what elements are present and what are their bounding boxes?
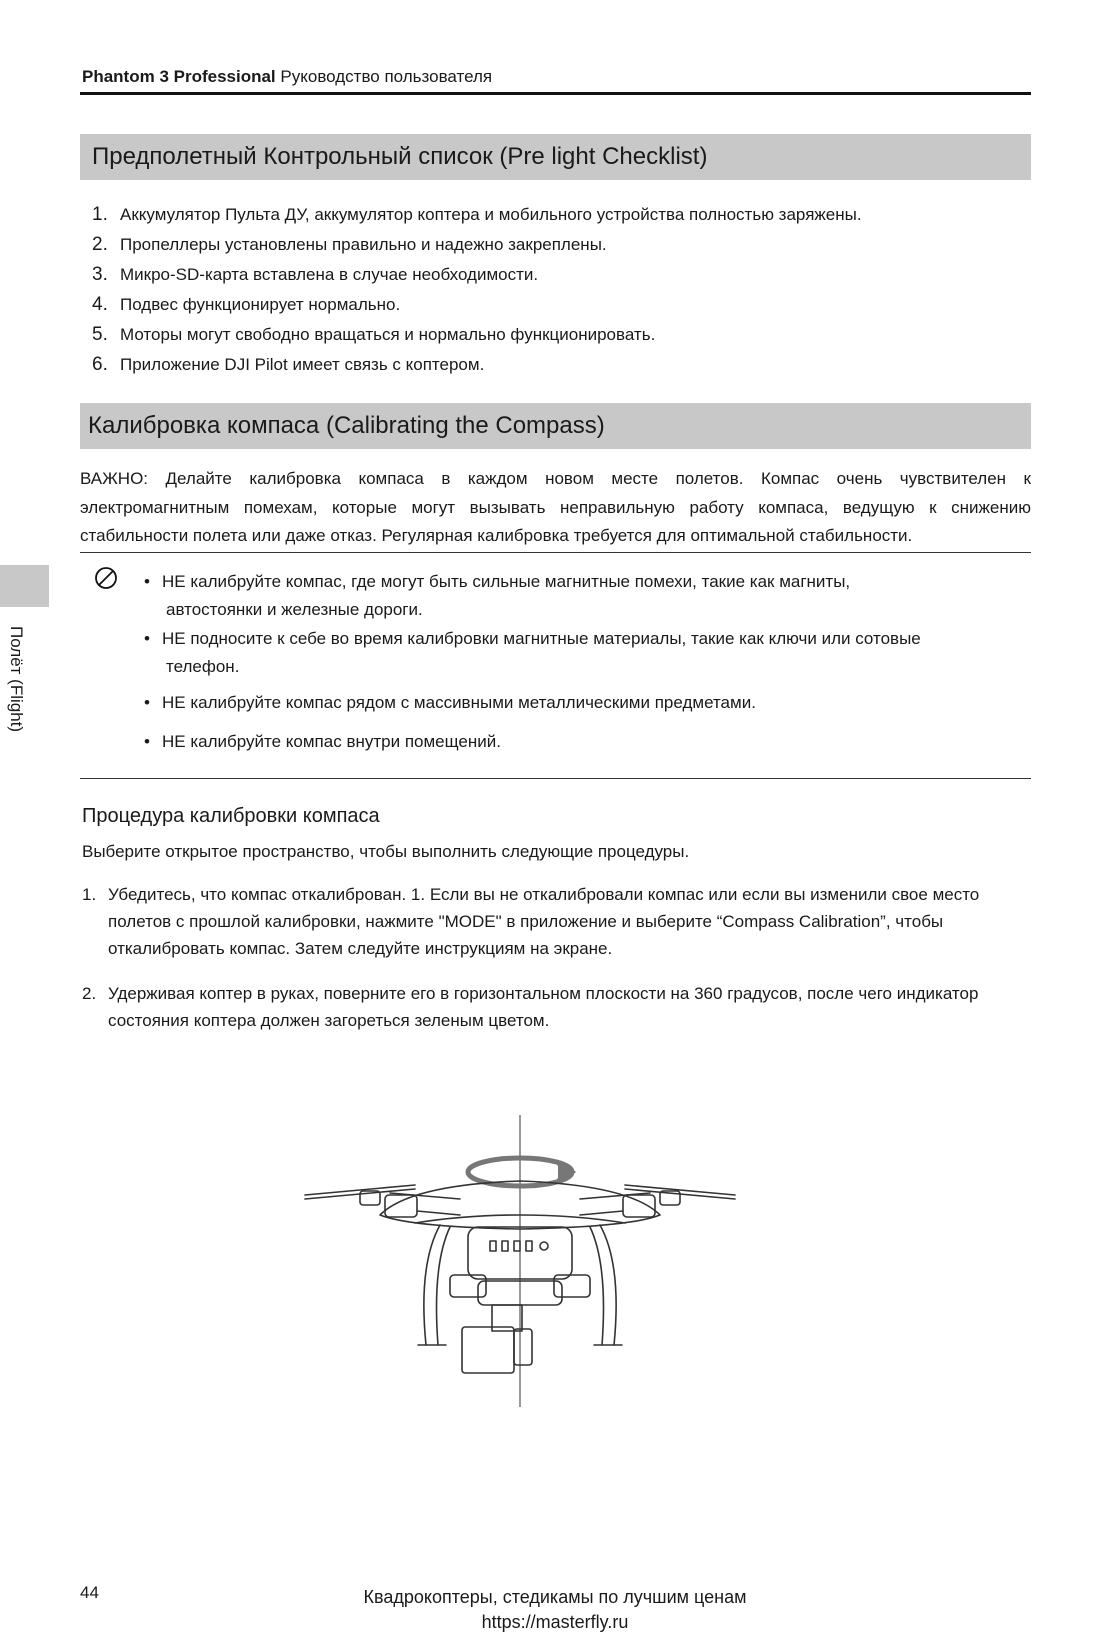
header-title bbox=[82, 67, 492, 87]
list-item-number: 4. bbox=[92, 294, 108, 315]
step-text: Удерживая коптер в руках, поверните его в горизонтальном плоскости на 360 градусов, после чего индикатор состояния коптера должен загореться зеленым цветом. bbox=[108, 984, 979, 1030]
procedure-step bbox=[82, 881, 1032, 962]
step-text: Убедитесь, что компас откалиброван. 1. Если вы не откалибровали компас или если вы изменили свое место полетов с прошлой калибровки, нажмите "MODE" в приложение и выберите “Compass Calibration”, чтобы откалибровать компас. Затем следуйте инструкциям на экране. bbox=[108, 885, 980, 958]
side-tab-marker bbox=[0, 565, 49, 607]
footer-text: Квадрокоптеры, стедикамы по лучшим ценам bbox=[363, 1587, 747, 1607]
bullet: • bbox=[144, 629, 150, 648]
header-rule bbox=[80, 92, 1031, 95]
section-title-compass: Калибровка компаса (Calibrating the Compass) bbox=[80, 403, 1031, 449]
warning-text-continued: автостоянки и железные дороги. bbox=[166, 600, 423, 619]
list-item bbox=[92, 350, 1012, 380]
list-item-number: 5. bbox=[92, 324, 108, 345]
bullet: • bbox=[144, 732, 150, 751]
bullet: • bbox=[144, 693, 150, 712]
list-item-text: Подвес функционирует нормально. bbox=[120, 295, 401, 314]
divider bbox=[80, 778, 1031, 779]
list-item-text: Микро-SD-карта вставлена в случае необходимости. bbox=[120, 265, 539, 284]
list-item-number: 6. bbox=[92, 354, 108, 375]
step-number: 1. bbox=[82, 885, 97, 904]
important-paragraph: ВАЖНО: Делайте калибровка компаса в каждом новом месте полетов. Компас очень чувствителен к электромагнитным помехам, которые могут вызывать неправильную работу компаса, ведущую к снижению стабильности полета или даже отказ. Регулярная калибровка требуется для оптимальной стабильности. bbox=[80, 469, 1031, 545]
list-item-text: Моторы могут свободно вращаться и нормально функционировать. bbox=[120, 325, 656, 344]
side-tab-label: Полёт (Flight) bbox=[7, 626, 26, 733]
page-number: 44 bbox=[80, 1583, 99, 1602]
list-item bbox=[92, 320, 1012, 350]
divider bbox=[80, 552, 1031, 553]
bullet: • bbox=[144, 572, 150, 591]
list-item-number: 1. bbox=[92, 204, 108, 225]
procedure-step bbox=[82, 980, 1032, 1034]
step-number: 2. bbox=[82, 984, 97, 1003]
warning-text-continued: телефон. bbox=[166, 657, 240, 676]
list-item bbox=[92, 200, 1012, 230]
warning-item bbox=[144, 728, 1024, 756]
header-brand: Phantom 3 Professional bbox=[82, 67, 276, 86]
footer-url: https://masterfly.ru bbox=[481, 1612, 629, 1632]
section-title-checklist: Предполетный Контрольный список (Pre light Checklist) bbox=[80, 134, 1031, 180]
warning-text: НЕ калибруйте компас внутри помещений. bbox=[162, 732, 501, 751]
procedure-intro: Выберите открытое пространство, чтобы выполнить следующие процедуры. bbox=[82, 842, 690, 861]
warning-item bbox=[144, 689, 1024, 717]
header-subtitle: Руководство пользователя bbox=[280, 67, 493, 86]
list-item-text: Пропеллеры установлены правильно и надежно закреплены. bbox=[120, 235, 607, 254]
warning-text: НЕ калибруйте компас, где могут быть сильные магнитные помехи, такие как магниты, bbox=[162, 572, 851, 591]
prohibit-icon bbox=[94, 566, 118, 590]
list-item-number: 2. bbox=[92, 234, 108, 255]
list-item bbox=[92, 290, 1012, 320]
procedure-title: Процедура калибровки компаса bbox=[82, 805, 380, 827]
list-item bbox=[92, 260, 1012, 290]
warning-item bbox=[144, 625, 1024, 681]
list-item-text: Приложение DJI Pilot имеет связь с коптером. bbox=[120, 355, 485, 374]
warning-item bbox=[144, 568, 1024, 624]
list-item-number: 3. bbox=[92, 264, 108, 285]
list-item-text: Аккумулятор Пульта ДУ, аккумулятор коптера и мобильного устройства полностью заряжены. bbox=[120, 205, 862, 224]
list-item bbox=[92, 230, 1012, 260]
drone-illustration bbox=[300, 1115, 740, 1407]
warning-text: НЕ калибруйте компас рядом с массивными металлическими предметами. bbox=[162, 693, 756, 712]
checklist bbox=[92, 200, 1012, 380]
warning-text: НЕ подносите к себе во время калибровки магнитные материалы, такие как ключи или сотовые bbox=[162, 629, 921, 648]
